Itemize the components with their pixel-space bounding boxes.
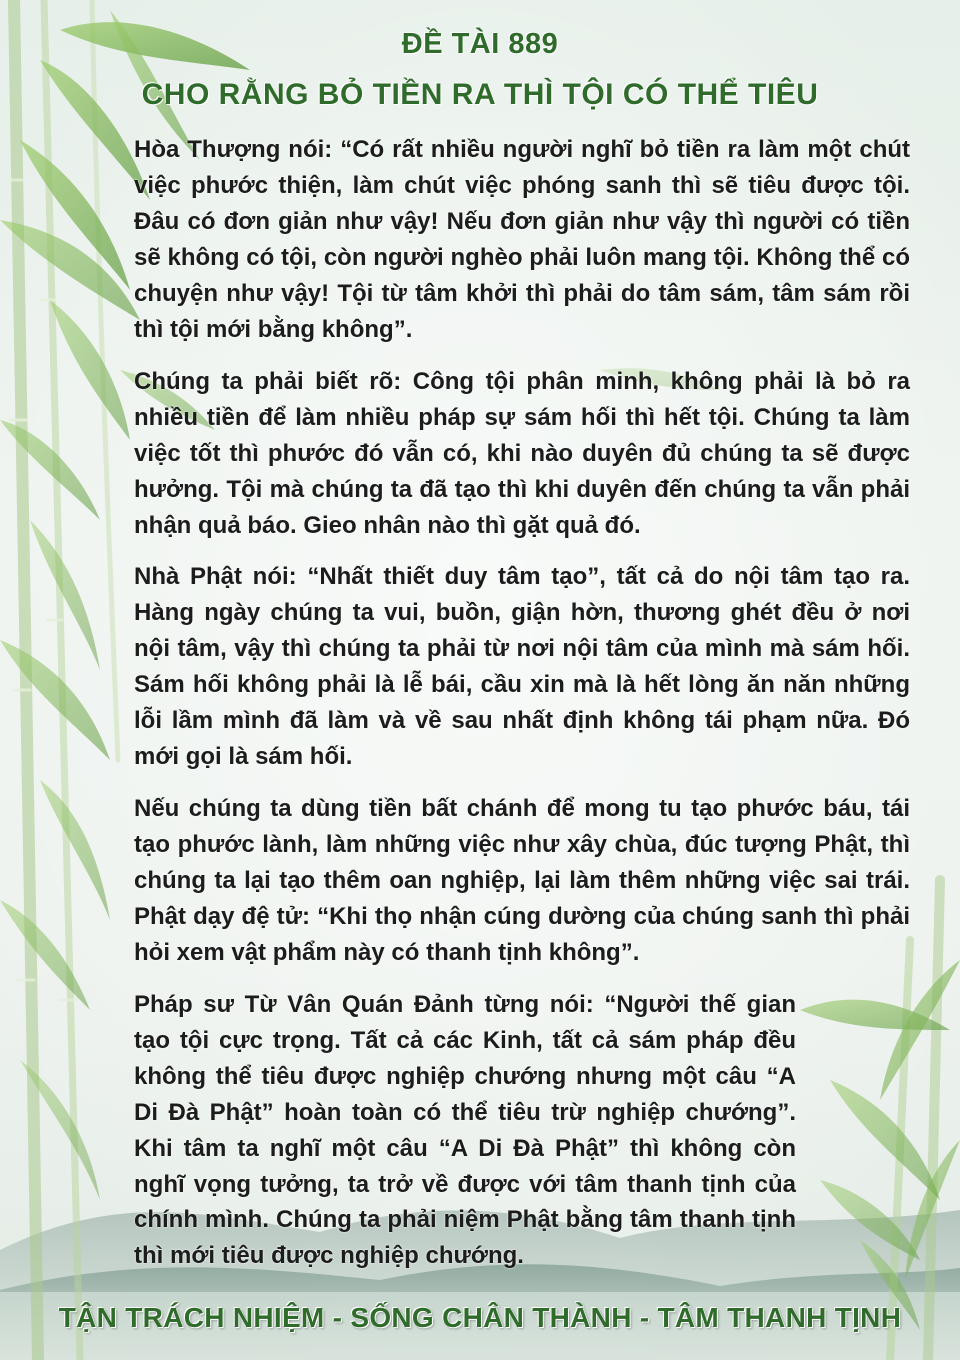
paragraph-3: Nhà Phật nói: “Nhất thiết duy tâm tạo”, tất cả do nội tâm tạo ra. Hàng ngày chúng ta vui, buồn, giận hờn, thương ghét đều ở nơi nội tâm, vậy thì chúng ta phải từ nơi nội tâm của mình mà sám hối. Sám hối không phải là lễ bái, cầu xin mà là hết lòng ăn năn những lỗi lầm mình đã làm và về sau nhất định không tái phạm nữa. Đó mới gọi là sám hối. xyxy=(134,563,910,770)
topic-number-heading: ĐỀ TÀI 889 xyxy=(401,28,559,60)
page-title: CHO RẰNG BỎ TIỀN RA THÌ TỘI CÓ THỂ TIÊU xyxy=(141,78,819,111)
paragraph-5: Pháp sư Từ Vân Quán Đảnh từng nói: “Người thế gian tạo tội cực trọng. Tất cả các Kinh, tất cả sám pháp đều không thể tiêu được nghiệp chướng nhưng một câu “A Di Đà Phật” hoàn toàn có thể tiêu trừ nghiệp chướng”. Khi tâm ta nghĩ một câu “A Di Đà Phật” thì không còn nghĩ vọng tưởng, ta trở về được với tâm thanh tịnh của chính mình. Chúng ta phải niệm Phật bằng tâm thanh tịnh thì mới tiêu được nghiệp chướng. xyxy=(134,991,796,1270)
paragraph-4: Nếu chúng ta dùng tiền bất chánh để mong tu tạo phước báu, tái tạo phước lành, làm những việc như xây chùa, đúc tượng Phật, thì chúng ta lại tạo thêm oan nghiệp, lại làm thêm những việc sai trái. Phật dạy đệ tử: “Khi thọ nhận cúng dường của chúng sanh thì phải hỏi xem vật phẩm này có thanh tịnh không”. xyxy=(134,795,910,966)
paragraph-2: Chúng ta phải biết rõ: Công tội phân minh, không phải là bỏ ra nhiều tiền để làm nhiều pháp sự sám hối thì hết tội. Chúng ta làm việc tốt thì phước đó vẫn có, khi nào duyên đủ chúng ta sẽ được hưởng. Tội mà chúng ta đã tạo thì khi duyên đến chúng ta vẫn phải nhận quả báo. Gieo nhân nào thì gặt quả đó. xyxy=(134,368,910,539)
paragraph-1: Hòa Thượng nói: “Có rất nhiều người nghĩ bỏ tiền ra làm một chút việc phước thiện, làm chút việc phóng sanh thì sẽ tiêu được tội. Đâu có đơn giản như vậy! Nếu đơn giản như vậy thì người có tiền sẽ không có tội, còn người nghèo phải luôn mang tội. Không thể có chuyện như vậy! Tội từ tâm khởi thì phải do tâm sám, tâm sám rồi thì tội mới bằng không”. xyxy=(134,136,910,343)
footer-motto: TẬN TRÁCH NHIỆM - SỐNG CHÂN THÀNH - TÂM THANH TỊNH xyxy=(58,1302,902,1333)
